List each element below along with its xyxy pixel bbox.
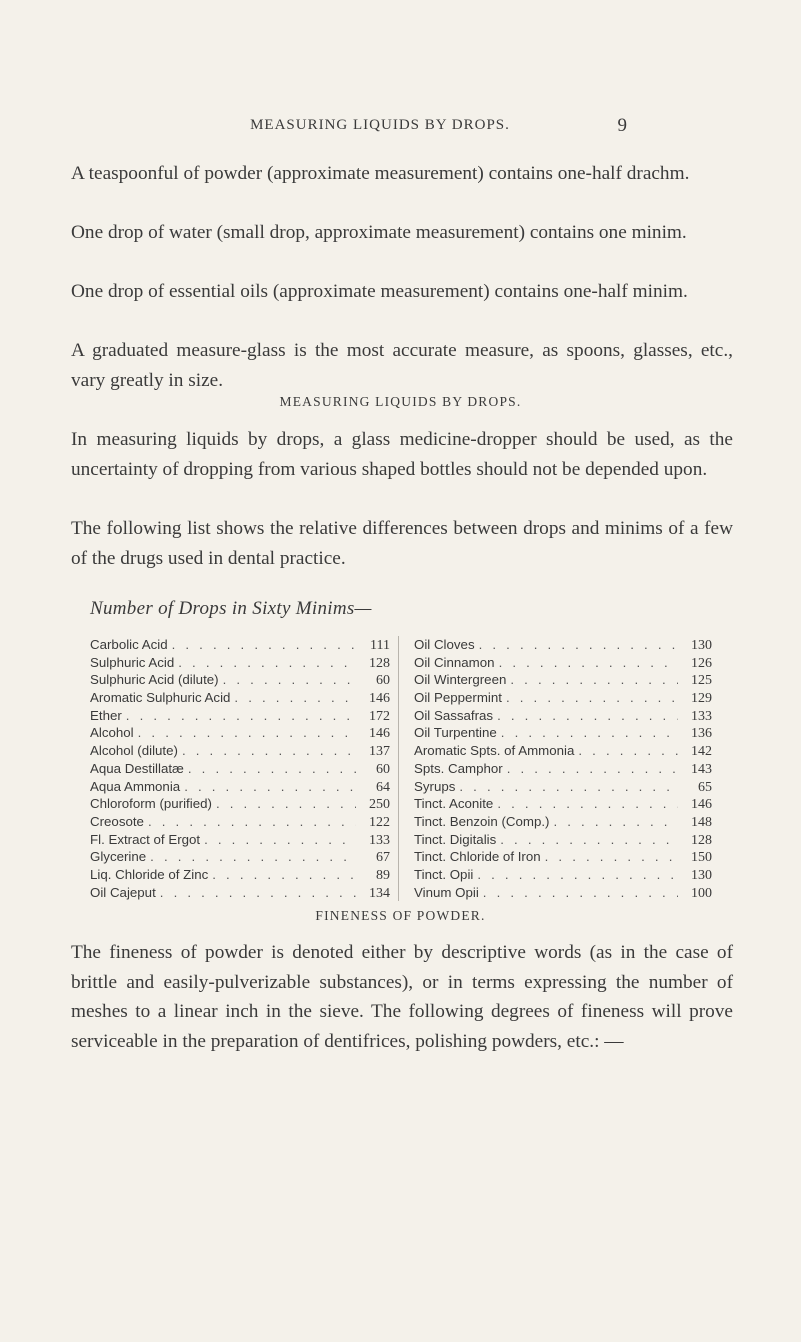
table-row: [90, 689, 390, 707]
dot-leader: [503, 760, 678, 778]
drop-count: 125: [691, 673, 712, 689]
dot-leader: [168, 636, 356, 654]
table-row: [90, 831, 390, 849]
dot-leader: [475, 636, 678, 654]
drug-name: Oil Sassafras: [414, 707, 494, 723]
drops-table-left-column: [90, 636, 390, 901]
drop-count: 64: [376, 779, 390, 795]
table-row: [90, 724, 390, 742]
drug-name: Ether: [90, 707, 122, 723]
drug-name: Tinct. Aconite: [414, 796, 494, 812]
drug-name: Oil Turpentine: [414, 725, 497, 741]
drop-count: 146: [369, 691, 390, 707]
table-row: [399, 671, 712, 689]
dot-leader: [549, 813, 678, 831]
dot-leader: [122, 707, 356, 725]
dot-leader: [502, 689, 678, 707]
drug-name: Tinct. Digitalis: [414, 831, 497, 847]
dot-leader: [208, 866, 356, 884]
table-row: [90, 866, 390, 884]
table-row: [399, 866, 712, 884]
drug-name: Vinum Opii: [414, 884, 479, 900]
dot-leader: [493, 707, 678, 725]
drop-count: 134: [369, 885, 390, 901]
drug-name: Oil Cinnamon: [414, 654, 495, 670]
dot-leader: [230, 689, 356, 707]
intro-paragraph-2: One drop of water (small drop, approximate measurement) contains one minim.: [71, 222, 687, 243]
running-head: [0, 115, 801, 137]
drop-count: 60: [376, 673, 390, 689]
table-row: [399, 707, 712, 725]
dot-leader: [479, 884, 678, 902]
drop-count: 128: [691, 832, 712, 848]
drop-count: 146: [369, 726, 390, 742]
dot-leader: [146, 848, 356, 866]
drug-name: Oil Peppermint: [414, 690, 502, 706]
table-row: [399, 813, 712, 831]
intro-paragraph-1: A teaspoonful of powder (approximate measurement) contains one-half drachm.: [71, 163, 690, 184]
drug-name: Creosote: [90, 813, 144, 829]
section-heading-fineness: FINENESS OF POWDER.: [315, 908, 486, 923]
running-title: MEASURING LIQUIDS BY DROPS.: [250, 117, 510, 133]
dot-leader: [174, 654, 356, 672]
dot-leader: [134, 724, 356, 742]
fineness-paragraph: The fineness of powder is denoted either by descriptive words (as in the case of brittle and easily-pulverizable substances), or in terms expressing the number of meshes to a linear inch in the sieve. The following degrees of fineness will prove serviceable in the preparation of dentifrices, polishing powders, etc.: —: [71, 942, 733, 1052]
drop-count: 143: [691, 761, 712, 777]
drop-count: 100: [691, 885, 712, 901]
drop-count: 89: [376, 867, 390, 883]
table-row: [90, 884, 390, 902]
table-row: [90, 671, 390, 689]
drug-name: Tinct. Benzoin (Comp.): [414, 813, 550, 829]
table-row: [90, 707, 390, 725]
drop-count: 111: [370, 638, 390, 653]
measuring-paragraph-2: The following list shows the relative differences between drops and minims of a few of the drugs used in dental practice.: [71, 518, 733, 569]
dot-leader: [455, 778, 678, 796]
dot-leader: [506, 671, 678, 689]
drug-name: Alcohol (dilute): [90, 743, 178, 759]
dot-leader: [156, 884, 356, 902]
table-row: [399, 724, 712, 742]
drug-name: Oil Cajeput: [90, 884, 156, 900]
drug-name: Oil Wintergreen: [414, 672, 507, 688]
drop-count: 142: [691, 744, 712, 760]
drop-count: 137: [369, 744, 390, 760]
drop-count: 122: [369, 814, 390, 830]
drop-count: 65: [698, 779, 712, 795]
drug-name: Sulphuric Acid: [90, 654, 175, 670]
intro-paragraph-4: A graduated measure-glass is the most accurate measure, as spoons, glasses, etc., vary greatly in size.: [71, 340, 733, 391]
section-heading-measuring: MEASURING LIQUIDS BY DROPS.: [279, 394, 522, 409]
drug-name: Aqua Destillatæ: [90, 760, 184, 776]
table-row: [90, 760, 390, 778]
drug-name: Chloroform (purified): [90, 796, 212, 812]
drop-count: 60: [376, 761, 390, 777]
intro-paragraph-3: One drop of essential oils (approximate measurement) contains one-half minim.: [71, 281, 688, 302]
dot-leader: [574, 742, 678, 760]
drug-name: Tinct. Chloride of Iron: [414, 849, 541, 865]
table-row: [90, 654, 390, 672]
drop-count: 146: [691, 797, 712, 813]
drug-name: Aromatic Sulphuric Acid: [90, 690, 231, 706]
drop-count: 172: [369, 708, 390, 724]
table-row: [90, 795, 390, 813]
drug-name: Syrups: [414, 778, 456, 794]
dot-leader: [144, 813, 356, 831]
table-row: [399, 689, 712, 707]
table-row: [399, 884, 712, 902]
drug-name: Liq. Chloride of Zinc: [90, 866, 209, 882]
dot-leader: [497, 724, 678, 742]
drop-count: 148: [691, 814, 712, 830]
dot-leader: [212, 795, 356, 813]
drop-count: 129: [691, 691, 712, 707]
drug-name: Aromatic Spts. of Ammonia: [414, 743, 575, 759]
table-row: [90, 742, 390, 760]
drop-count: 67: [376, 850, 390, 866]
dot-leader: [496, 831, 678, 849]
table-row: [90, 778, 390, 796]
drop-count: 130: [691, 638, 712, 653]
drug-name: Glycerine: [90, 849, 147, 865]
drops-table-right-column: [398, 636, 712, 901]
table-caption: Number of Drops in Sixty Minims—: [90, 598, 372, 619]
drug-name: Fl. Extract of Ergot: [90, 831, 201, 847]
drop-count: 128: [369, 655, 390, 671]
drop-count: 136: [691, 726, 712, 742]
drug-name: Tinct. Opii: [414, 866, 474, 882]
dot-leader: [178, 742, 356, 760]
drop-count: 126: [691, 655, 712, 671]
dot-leader: [493, 795, 678, 813]
drug-name: Sulphuric Acid (dilute): [90, 672, 219, 688]
table-row: [90, 813, 390, 831]
drop-count: 133: [691, 708, 712, 724]
table-row: [399, 848, 712, 866]
dot-leader: [180, 778, 356, 796]
drug-name: Alcohol: [90, 725, 134, 741]
table-row: [399, 795, 712, 813]
drug-name: Oil Cloves: [414, 637, 475, 652]
dot-leader: [219, 671, 356, 689]
drop-count: 133: [369, 832, 390, 848]
drop-count: 250: [369, 797, 390, 813]
dot-leader: [473, 866, 678, 884]
drop-count: 130: [691, 867, 712, 883]
table-row: [399, 831, 712, 849]
drug-name: Spts. Camphor: [414, 760, 503, 776]
drug-name: Aqua Ammonia: [90, 778, 181, 794]
table-row: [399, 654, 712, 672]
dot-leader: [495, 654, 678, 672]
table-row: [399, 760, 712, 778]
table-row: [399, 636, 712, 654]
table-row: [90, 636, 390, 654]
measuring-paragraph-1: In measuring liquids by drops, a glass medicine-dropper should be used, as the uncertainty of dropping from various shaped bottles should not be depended upon.: [71, 429, 733, 480]
table-row: [90, 848, 390, 866]
table-row: [399, 778, 712, 796]
dot-leader: [541, 848, 678, 866]
dot-leader: [200, 831, 356, 849]
drug-name: Carbolic Acid: [90, 637, 168, 652]
table-row: [399, 742, 712, 760]
drop-count: 150: [691, 850, 712, 866]
page-number: 9: [617, 115, 627, 136]
dot-leader: [184, 760, 356, 778]
